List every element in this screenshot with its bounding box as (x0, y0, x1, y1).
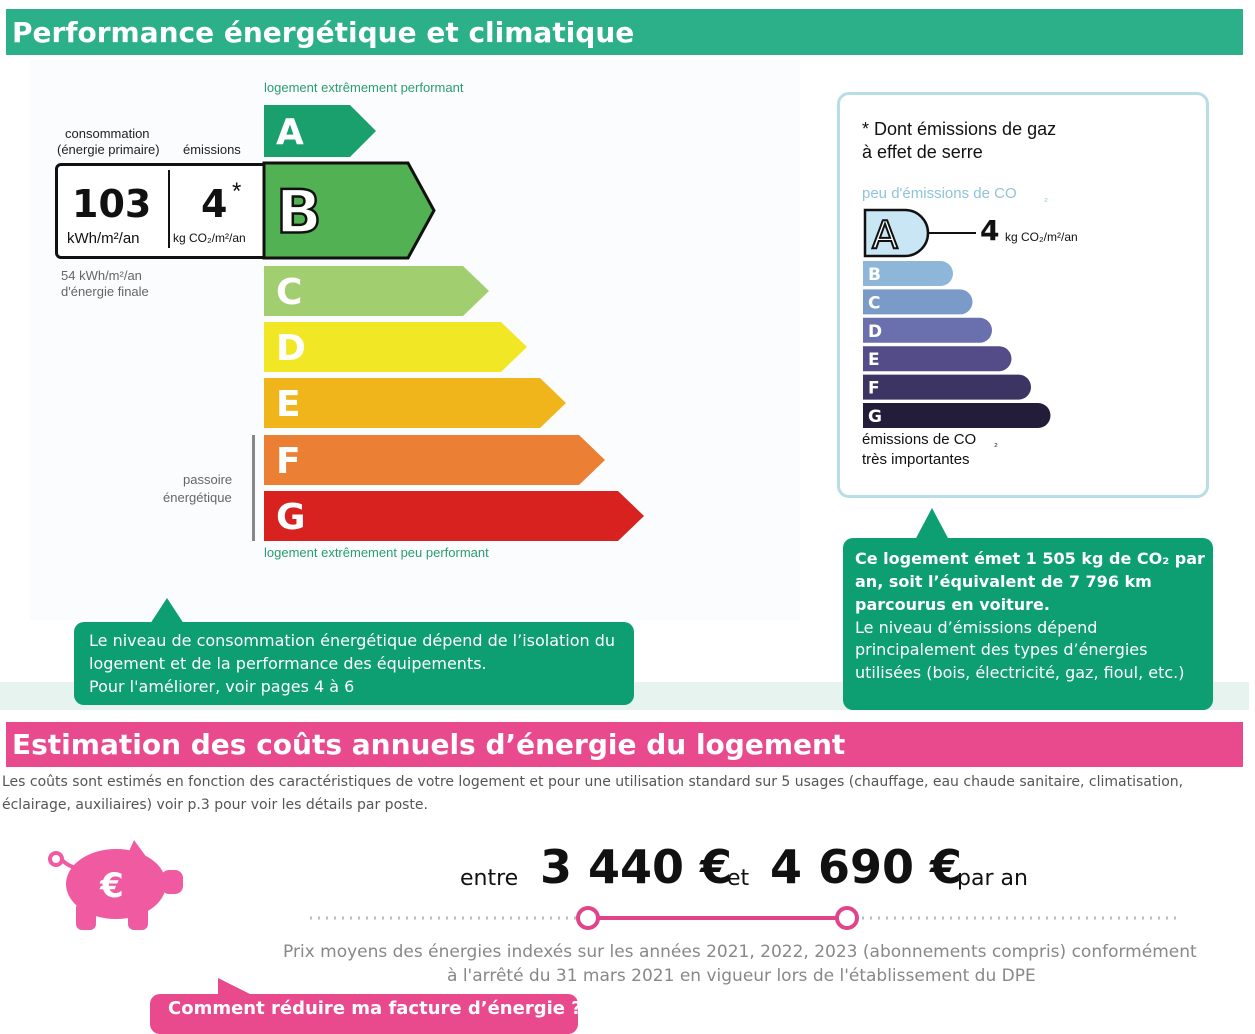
ghg-class-g-bar (863, 403, 1051, 428)
ghg-class-b-letter: B (868, 265, 881, 285)
cost-et: et (727, 866, 750, 891)
price-note-line-2: à l'arrêté du 31 mars 2021 en vigueur lors de l'établissement du DPE (447, 966, 1036, 986)
cost-par-an: par an (957, 866, 1028, 891)
ghg-bottom-label-1: émissions de CO (862, 431, 977, 448)
ghg-title-2: à effet de serre (862, 142, 983, 162)
primary-energy-label: (énergie primaire) (57, 142, 160, 157)
ghg-title-1: * Dont émissions de gaz (862, 119, 1057, 139)
ghg-class-d-letter: D (868, 321, 883, 342)
callout-left-line-2: logement et de la performance des équipements. (89, 654, 487, 673)
cost-entre: entre (460, 866, 519, 891)
ghg-value: 4 (980, 214, 1000, 247)
cost-high: 4 690 € (770, 840, 963, 894)
emission-star: * (232, 178, 242, 205)
energy-class-a-letter: A (276, 112, 304, 153)
final-energy-value: 54 kWh/m²/an (61, 268, 142, 283)
callout-right-line-2: principalement des types d’énergies (855, 640, 1148, 659)
tip-button-label: Comment réduire ma facture d’énergie ? (168, 998, 582, 1019)
section-header-costs (6, 722, 1243, 767)
energy-class-e-bar (264, 378, 566, 428)
top-scale-label: logement extrêmement performant (264, 80, 464, 95)
cost-intro-line-1: Les coûts sont estimés en fonction des caractéristiques de votre logement et pour une utilisation standard sur 5 usages (chauffage, eau chaude sanitaire, climatisation, (2, 774, 1184, 790)
ghg-class-e-bar (863, 346, 1012, 371)
passoire-label-2: énergétique (163, 490, 232, 505)
callout-consumption (74, 622, 634, 705)
tip-button[interactable] (150, 994, 582, 1034)
ghg-bottom-sub: ₂ (994, 438, 998, 449)
cost-low: 3 440 € (540, 840, 733, 894)
energy-class-b-letter: B (276, 177, 322, 248)
callout-right-bold-1: Ce logement émet 1 505 kg de CO₂ par (855, 549, 1205, 568)
ghg-class-d-bar (863, 318, 992, 343)
energy-class-f-letter: F (276, 441, 301, 482)
callout-right-pointer (915, 508, 949, 540)
consumption-label: consommation (65, 126, 150, 141)
energy-class-f-bar (264, 435, 605, 485)
energy-class-e-letter: E (276, 384, 301, 425)
callout-left-pointer (150, 598, 184, 624)
ghg-top-sub: ₂ (1044, 193, 1048, 204)
callout-left-line-1: Le niveau de consommation énergétique dépend de l’isolation du (89, 631, 616, 650)
callout-right-line-1: Le niveau d’émissions dépend (855, 618, 1098, 637)
energy-class-scale (0, 0, 700, 560)
callout-right-line-3: utilisées (bois, électricité, gaz, fioul, etc.) (855, 663, 1185, 682)
ghg-class-f-letter: F (868, 378, 880, 399)
ghg-class-g-letter: G (868, 407, 882, 427)
emission-value: 4 (201, 182, 228, 226)
final-energy-label: d'énergie finale (61, 284, 149, 299)
svg-text:€: € (100, 866, 124, 906)
consumption-unit: kWh/m²/an (67, 230, 140, 247)
emissions-label: émissions (183, 142, 241, 157)
callout-left-line-3: Pour l'améliorer, voir pages 4 à 6 (89, 677, 355, 696)
energy-class-g-bar (264, 491, 644, 541)
ghg-top-label: peu d'émissions de CO (862, 185, 1017, 202)
ghg-class-f-bar (863, 375, 1031, 400)
energy-class-d-letter: D (276, 328, 306, 369)
cost-range-bar (300, 904, 1190, 934)
emission-unit: kg CO₂/m²/an (173, 231, 246, 245)
passoire-label-1: passoire (183, 472, 233, 487)
callout-right-bold-2: an, soit l’équivalent de 7 796 km (855, 572, 1152, 591)
section-title: Performance énergétique et climatique (12, 16, 635, 49)
price-note-line-1: Prix moyens des énergies indexés sur les années 2021, 2022, 2023 (abonnements compris) conformément (283, 942, 1197, 962)
ghg-unit: kg CO₂/m²/an (1005, 230, 1078, 244)
piggy-bank-icon (46, 832, 188, 932)
section-title: Estimation des coûts annuels d’énergie du logement (12, 728, 846, 761)
energy-class-g-letter: G (276, 497, 306, 538)
consumption-value: 103 (72, 182, 152, 226)
ghg-class-e-letter: E (868, 350, 880, 371)
callout-right-bold-3: parcourus en voiture. (855, 595, 1050, 614)
ghg-class-c-letter: C (868, 293, 881, 314)
ghg-class-a-letter: A (872, 213, 898, 257)
energy-class-c-letter: C (276, 272, 303, 313)
bottom-scale-label: logement extrêmement peu performant (264, 545, 489, 560)
ghg-bottom-label-2: très importantes (862, 451, 970, 468)
cost-intro-line-2: éclairage, auxiliaires) voir p.3 pour voir les détails par poste. (2, 797, 428, 813)
callout-emissions (843, 538, 1213, 710)
